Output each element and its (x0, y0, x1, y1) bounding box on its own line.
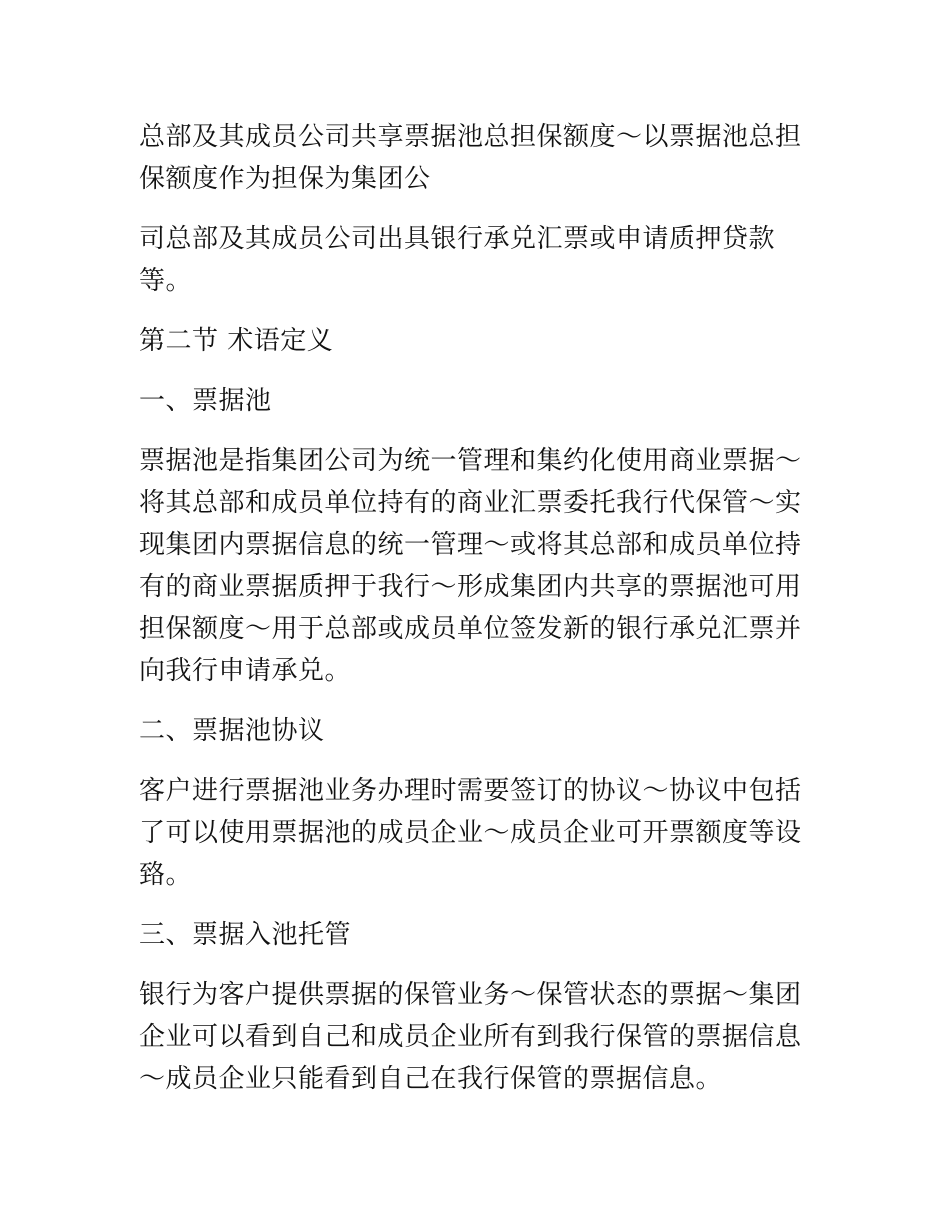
paragraph-intro-1: 总部及其成员公司共享票据池总担保额度～以票据池总担保额度作为担保为集团公 (139, 122, 802, 194)
paragraph-intro-2: 司总部及其成员公司出具银行承兑汇票或申请质押贷款等。 (139, 224, 776, 296)
document-body (139, 116, 819, 1118)
subheading-bill-pool: 一、票据池 (139, 386, 272, 416)
section-heading: 第二节 术语定义 (139, 326, 334, 356)
paragraph-agreement-definition: 客户进行票据池业务办理时需要签订的协议～协议中包括了可以使用票据池的成员企业～成员企业可开票额度等设臵。 (139, 776, 802, 890)
subheading-bill-pool-agreement: 二、票据池协议 (139, 716, 325, 746)
paragraph-custody-definition: 银行为客户提供票据的保管业务～保管状态的票据～集团企业可以看到自己和成员企业所有到我行保管的票据信息～成员企业只能看到自己在我行保管的票据信息。 (139, 980, 802, 1094)
paragraph-bill-pool-definition: 票据池是指集团公司为统一管理和集约化使用商业票据～将其总部和成员单位持有的商业汇票委托我行代保管～实现集团内票据信息的统一管理～或将其总部和成员单位持有的商业票据质押于我行～形成集团内共享的票据池可用担保额度～用于总部或成员单位签发新的银行承兑汇票并向我行申请承兑。 (139, 446, 802, 686)
subheading-custody: 三、票据入池托管 (139, 920, 352, 950)
